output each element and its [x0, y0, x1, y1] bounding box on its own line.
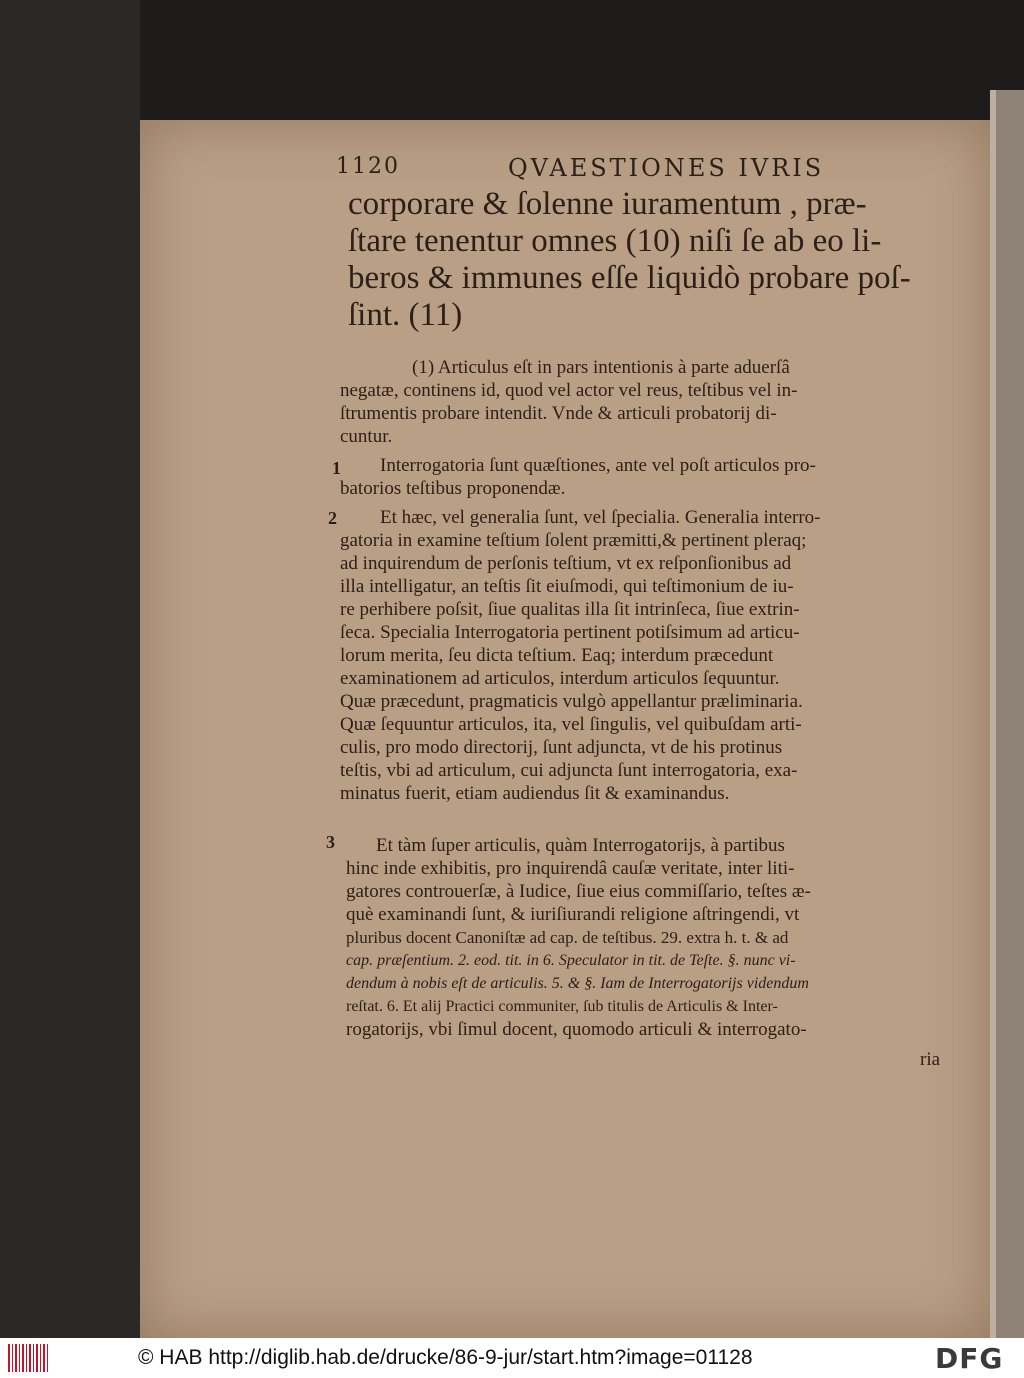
para-line: reſtat. 6. Et alij Practici communiter, ſub titulis de Articulis & Inter-: [346, 998, 778, 1015]
para-line: culis, pro modo directorij, ſunt adjuncta, vt de his protinus: [340, 737, 783, 758]
para-line: illa intelligatur, an teſtis ſit eiuſmodi, qui teſtimonium de iu-: [340, 576, 794, 597]
note-line: negatæ, continens id, quod vel actor vel reus, teſtibus vel in-: [340, 380, 798, 401]
footer-bar: [0, 1338, 1024, 1378]
hab-barcode-icon: [8, 1344, 48, 1372]
para-line: teſtis, vbi ad articulum, cui adjuncta ſunt interrogatoria, exa-: [340, 760, 798, 781]
para-line: Quæ ſequuntur articulos, ita, vel ſingulis, vel quibuſdam arti-: [340, 714, 802, 735]
intro-line: ſtare tenentur omnes (10) niſi ſe ab eo li-: [348, 223, 882, 259]
note-line: (1) Articulus eſt in pars intentionis à parte aduerſâ: [412, 357, 790, 378]
copyright-link[interactable]: © HAB http://diglib.hab.de/drucke/86-9-jur/start.htm?image=01128: [138, 1346, 753, 1369]
para-line: re perhibere poſsit, ſiue qualitas illa ſit intrinſeca, ſiue extrin-: [340, 599, 800, 620]
page-number: 1120: [336, 154, 400, 179]
margin-number: 1: [332, 458, 341, 478]
note-line: cuntur.: [340, 426, 393, 447]
para-line: Quæ præcedunt, pragmaticis vulgò appellantur præliminaria.: [340, 691, 803, 712]
margin-number: 3: [326, 832, 335, 852]
intro-line: beros & immunes eſſe liquidò probare poſ-: [348, 260, 911, 296]
para-line: ad inquirendum de perſonis teſtium, vt ex reſponſionibus ad: [340, 553, 792, 574]
note-line: ſtrumentis probare intendit. Vnde & articuli probatorij di-: [340, 403, 777, 424]
margin-number: 2: [328, 508, 337, 528]
book-page: [140, 120, 990, 1338]
intro-line: ſint. (11): [348, 297, 463, 333]
catchword: ria: [920, 1049, 941, 1070]
para-line: Et hæc, vel generalia ſunt, vel ſpecialia. Generalia interro-: [380, 507, 821, 528]
para-line: ſeca. Specialia Interrogatoria pertinent potiſsimum ad articu-: [340, 622, 800, 643]
para-line: batorios teſtibus proponendæ.: [340, 478, 566, 499]
intro-line: corporare & ſolenne iuramentum , præ-: [348, 186, 867, 222]
dfg-logo: DFG: [935, 1342, 1004, 1375]
para-line: Interrogatoria ſunt quæſtiones, ante vel poſt articulos pro-: [380, 455, 816, 476]
scan-background: [0, 0, 140, 1338]
para-line: examinationem ad articulos, interdum articulos ſequuntur.: [340, 668, 780, 689]
para-line: hinc inde exhibitis, pro inquirendâ cauſæ veritate, inter liti-: [346, 858, 795, 879]
para-line: gatoria in examine teſtium ſolent præmitti,& pertinent pleraq;: [340, 530, 807, 551]
para-line: dendum à nobis eſt de articulis. 5. & §. Iam de Interrogatorijs videndum: [346, 975, 809, 992]
para-line: minatus fuerit, etiam audiendus ſit & examinandus.: [340, 783, 730, 804]
para-line: què examinandi ſunt, & iuriſiurandi religione aſtringendi, vt: [346, 904, 800, 925]
para-line: pluribus docent Canoniſtæ ad cap. de teſtibus. 29. extra h. t. & ad: [346, 928, 789, 947]
para-line: lorum merita, ſeu dicta teſtium. Eaq; interdum præcedunt: [340, 645, 774, 666]
para-line: rogatorijs, vbi ſimul docent, quomodo articuli & interrogato-: [346, 1019, 807, 1040]
para-line: Et tàm ſuper articulis, quàm Interrogatorijs, à partibus: [376, 835, 785, 856]
para-line: gatores controuerſæ, à Iudice, ſiue eius commiſſario, teſtes æ-: [346, 881, 811, 902]
para-line: cap. præſentium. 2. eod. tit. in 6. Speculator in tit. de Teſte. §. nunc vi-: [346, 952, 796, 969]
running-head: QVAESTIONES IVRIS: [508, 154, 825, 182]
adjacent-page-edge: [990, 90, 1024, 1338]
